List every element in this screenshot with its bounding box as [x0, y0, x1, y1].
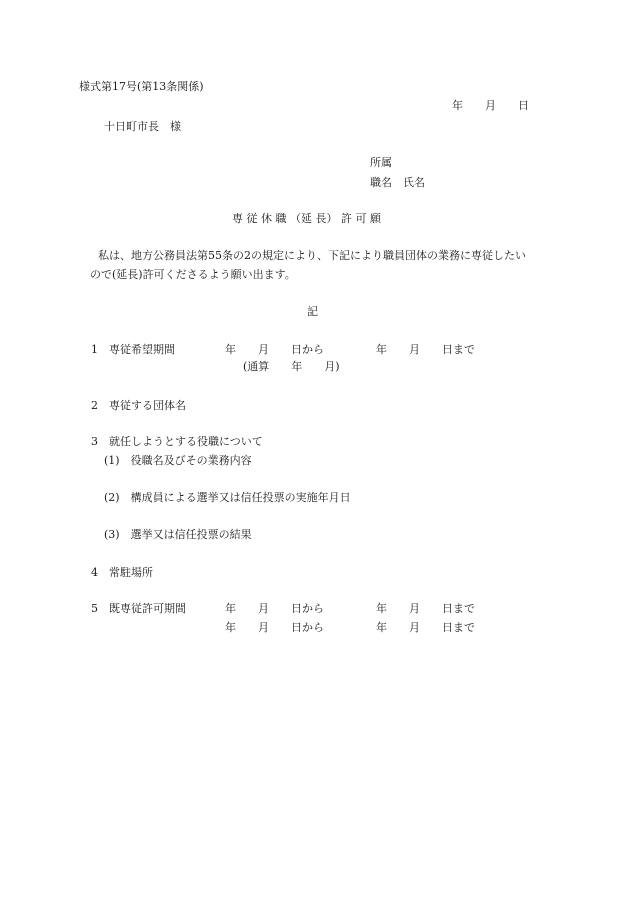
date-line: 年 月 日	[452, 99, 529, 112]
item5-label: 5 既専従許可期間	[91, 602, 186, 615]
addressee: 十日町市長 様	[104, 120, 181, 133]
item1-to: 年 月 日まで	[376, 343, 475, 356]
body-line-2: ので(延長)許可くださるよう願い出ます。	[90, 268, 296, 281]
affiliation-label: 所属	[370, 156, 392, 169]
document-title: 専 従 休 職 （延 長） 許 可 願	[232, 212, 381, 225]
body-line-1: 私は、地方公務員法第55条の2の規定により、下記により職員団体の業務に専従したい	[98, 249, 526, 262]
item3-label: 3 就任しようとする役職について	[91, 435, 263, 448]
item2-label: 2 専従する団体名	[91, 399, 186, 412]
form-number: 様式第17号(第13条関係)	[79, 80, 204, 93]
item5-row2-to: 年 月 日まで	[376, 621, 475, 634]
item5-row2-from: 年 月 日から	[225, 621, 324, 634]
item3-sub1: (1) 役職名及びその業務内容	[104, 454, 252, 467]
item1-from: 年 月 日から	[225, 343, 324, 356]
item1-total: (通算 年 月)	[243, 360, 340, 373]
item3-sub2: (2) 構成員による選挙又は信任投票の実施年月日	[104, 491, 351, 504]
item3-sub3: (3) 選挙又は信任投票の結果	[104, 528, 252, 541]
ki-heading: 記	[307, 305, 318, 318]
item4-label: 4 常駐場所	[91, 566, 153, 579]
item5-row1-to: 年 月 日まで	[376, 602, 475, 615]
item1-label: 1 専従希望期間	[91, 343, 175, 356]
item5-row1-from: 年 月 日から	[225, 602, 324, 615]
position-name-label: 職名 氏名	[370, 176, 425, 189]
